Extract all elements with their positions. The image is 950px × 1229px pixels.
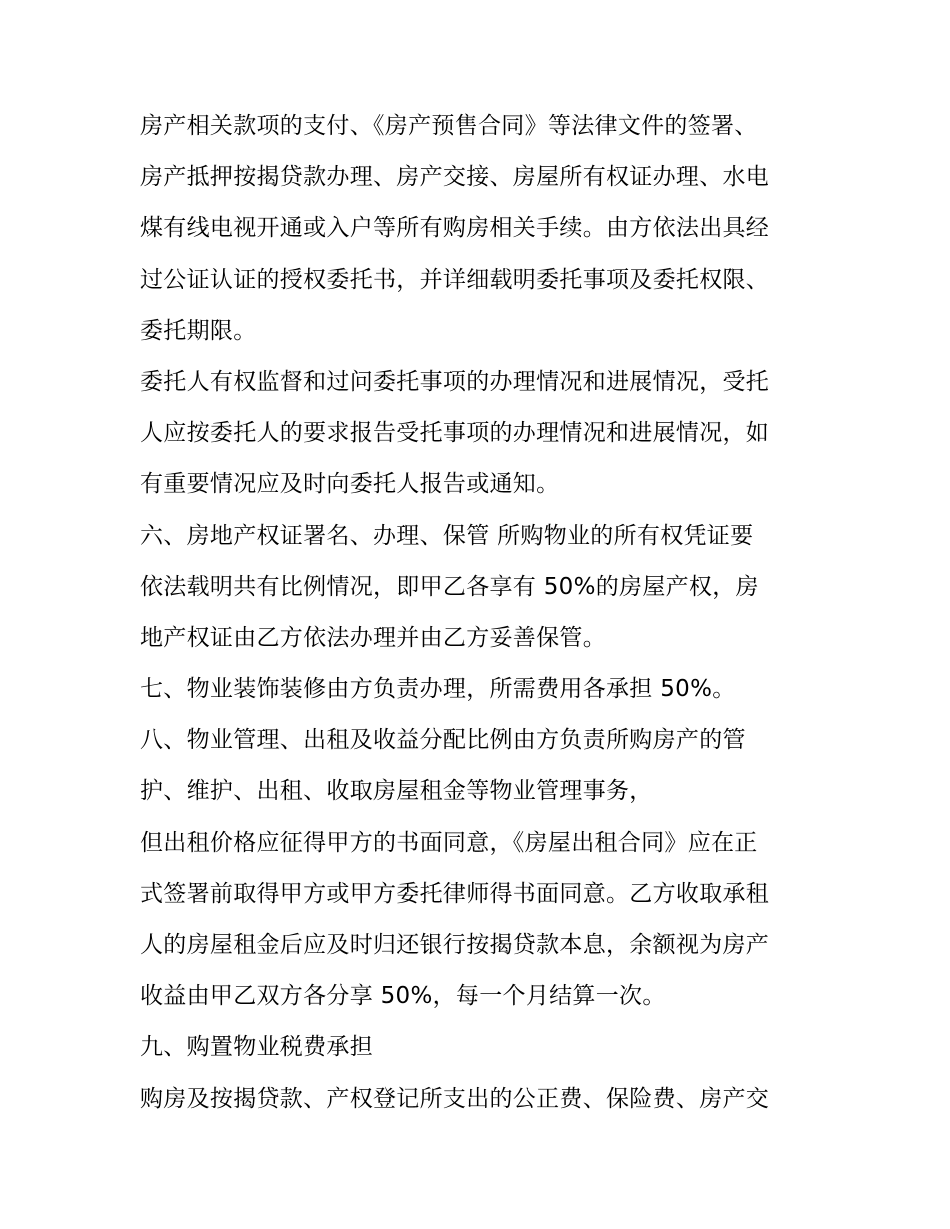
text-line: 过公证认证的授权委托书，并详细载明委托事项及委托权限、: [140, 266, 770, 293]
text-line: 房产抵押按揭贷款办理、房产交接、房屋所有权证办理、水电: [140, 164, 770, 191]
text-line: 人的房屋租金后应及时归还银行按揭贷款本息，余额视为房产: [140, 932, 770, 958]
text-line: 但出租价格应征得甲方的书面同意，《房屋出租合同》应在正: [140, 829, 758, 856]
text-line: 煤有线电视开通或入户等所有购房相关手续。由方依法出具经: [140, 215, 770, 242]
text-line: 式签署前取得甲方或甲方委托律师得书面同意。乙方收取承租: [140, 880, 770, 907]
text-line: 人应按委托人的要求报告受托事项的办理情况和进展情况，如: [140, 420, 770, 447]
section-heading-line: 八、物业管理、出租及收益分配比例由方负责所购房产的管: [140, 727, 746, 754]
text-line: 房产相关款项的支付、《房产预售合同》等法律文件的签署、: [140, 113, 758, 139]
text-line: 依法载明共有比例情况，即甲乙各享有 50%的房屋产权，房: [140, 573, 759, 600]
text-line: 收益由甲乙双方各分享 50%，每一个月结算一次。: [140, 983, 666, 1010]
document-body: [140, 101, 830, 1125]
section-heading-line: 七、物业装饰装修由方负责办理，所需费用各承担 50%。: [140, 676, 736, 703]
text-line: 护、维护、出租、收取房屋租金等物业管理事务，: [140, 778, 653, 805]
text-line: 地产权证由乙方依法办理并由乙方妥善保管。: [140, 624, 606, 651]
section-heading-line: 六、房地产权证署名、办理、保管 所购物业的所有权凭证要: [140, 522, 754, 549]
text-line: 有重要情况应及时向委托人报告或通知。: [140, 471, 560, 498]
text-line: 购房及按揭贷款、产权登记所支出的公正费、保险费、房产交: [140, 1085, 770, 1112]
text-line: 委托人有权监督和过问委托事项的办理情况和进展情况，受托: [140, 368, 770, 395]
section-heading-line: 九、购置物业税费承担: [140, 1034, 373, 1061]
text-line: 委托期限。: [140, 317, 257, 344]
